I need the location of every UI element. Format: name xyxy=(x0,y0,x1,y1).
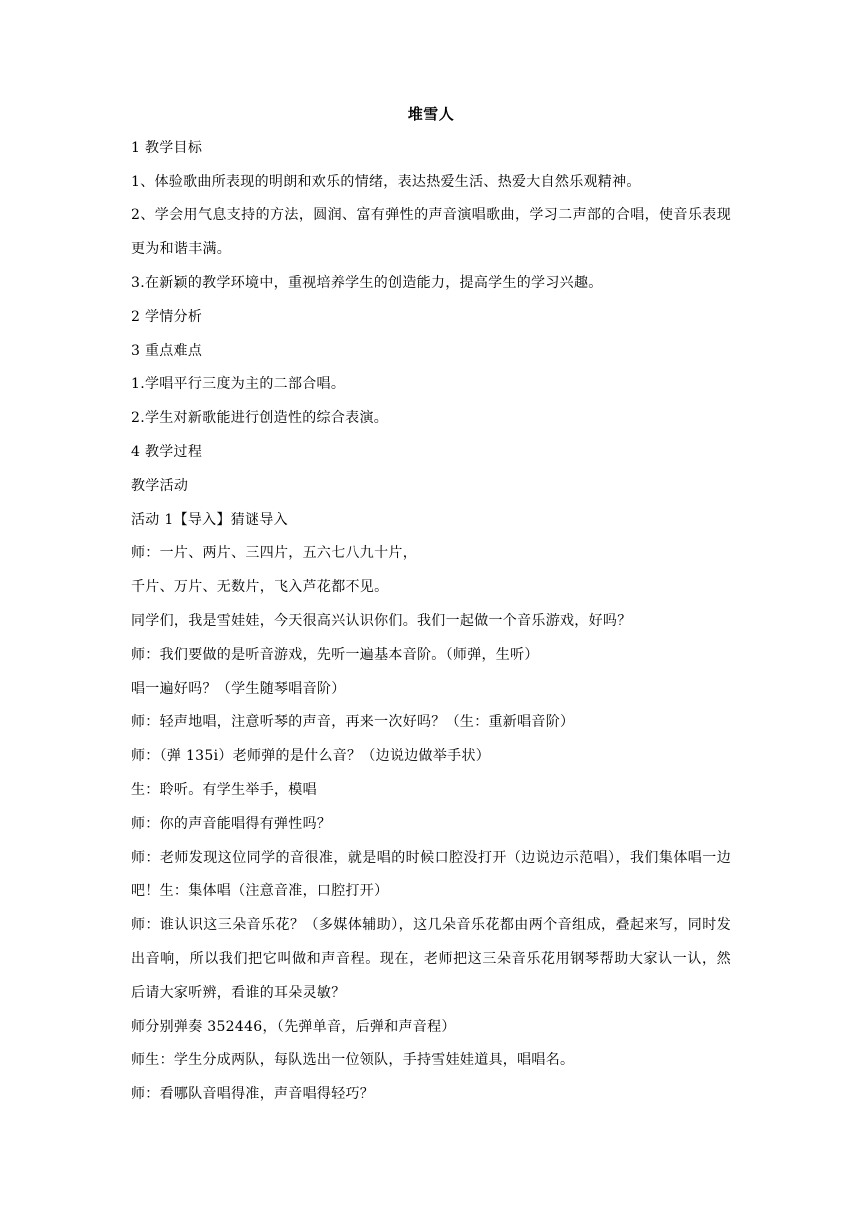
dialogue-line: 师：你的声音能唱得有弹性吗？ xyxy=(131,815,332,832)
heading-teaching-process: 4 教学过程 xyxy=(131,443,203,460)
dialogue-line: 唱一遍好吗？（学生随琴唱音阶） xyxy=(131,680,346,697)
dialogue-line: 生：聆听。有学生举手，模唱 xyxy=(131,781,317,798)
dialogue-line: 师生：学生分成两队，每队选出一位领队，手持雪娃娃道具，唱唱名。 xyxy=(131,1052,575,1069)
key-point-2: 2.学生对新歌能进行创造性的综合表演。 xyxy=(131,410,389,427)
dialogue-line: 师：我们要做的是听音游戏，先听一遍基本音阶。（师弹，生听） xyxy=(131,646,539,663)
goal-item-3: 3.在新颖的教学环境中，重视培养学生的创造能力，提高学生的学习兴趣。 xyxy=(131,274,603,291)
dialogue-line: 师：谁认识这三朵音乐花？（多媒体辅助），这几朵音乐花都由两个音组成，叠起来写，同时发出音响，所以我们把它叫做和声音程。现在，老师把这三朵音乐花用钢琴帮助大家认一认，然后请大家听辨，看谁的耳朵灵敏？ xyxy=(131,917,731,1001)
key-point-1: 1.学唱平行三度为主的二部合唱。 xyxy=(131,376,346,393)
heading-key-points: 3 重点难点 xyxy=(131,342,203,359)
dialogue-line: 师：看哪队音唱得准，声音唱得轻巧？ xyxy=(131,1086,375,1103)
teaching-activities-label: 教学活动 xyxy=(131,477,189,494)
riddle-line-1: 师：一片、两片、三四片，五六七八九十片， xyxy=(131,545,417,562)
heading-teaching-goals: 1 教学目标 xyxy=(131,139,203,156)
document-title: 堆雪人 xyxy=(407,105,455,123)
document-body xyxy=(131,98,731,1112)
dialogue-line: 师：老师发现这位同学的音很准，就是唱的时候口腔没打开（边说边示范唱），我们集体唱一边吧！生：集体唱（注意音准，口腔打开） xyxy=(131,849,731,900)
goal-item-2: 2、学会用气息支持的方法，圆润、富有弹性的声音演唱歌曲，学习二声部的合唱，使音乐表现更为和谐丰满。 xyxy=(131,207,731,258)
heading-student-analysis: 2 学情分析 xyxy=(131,308,203,325)
dialogue-line: 同学们，我是雪娃娃，今天很高兴认识你们。我们一起做一个音乐游戏，好吗？ xyxy=(131,612,632,629)
dialogue-line: 师：轻声地唱，注意听琴的声音，再来一次好吗？（生：重新唱音阶） xyxy=(131,714,575,731)
goal-item-1: 1、体验歌曲所表现的明朗和欢乐的情绪，表达热爱生活、热爱大自然乐观精神。 xyxy=(131,173,641,190)
activity-1-heading: 活动 1【导入】猜谜导入 xyxy=(131,511,288,528)
riddle-line-2: 千片、万片、无数片，飞入芦花都不见。 xyxy=(131,579,389,596)
dialogue-line: 师：（弹 135i）老师弹的是什么音？（边说边做举手状） xyxy=(131,748,491,765)
dialogue-line: 师分别弹奏 352446，（先弹单音，后弹和声音程） xyxy=(131,1018,456,1035)
